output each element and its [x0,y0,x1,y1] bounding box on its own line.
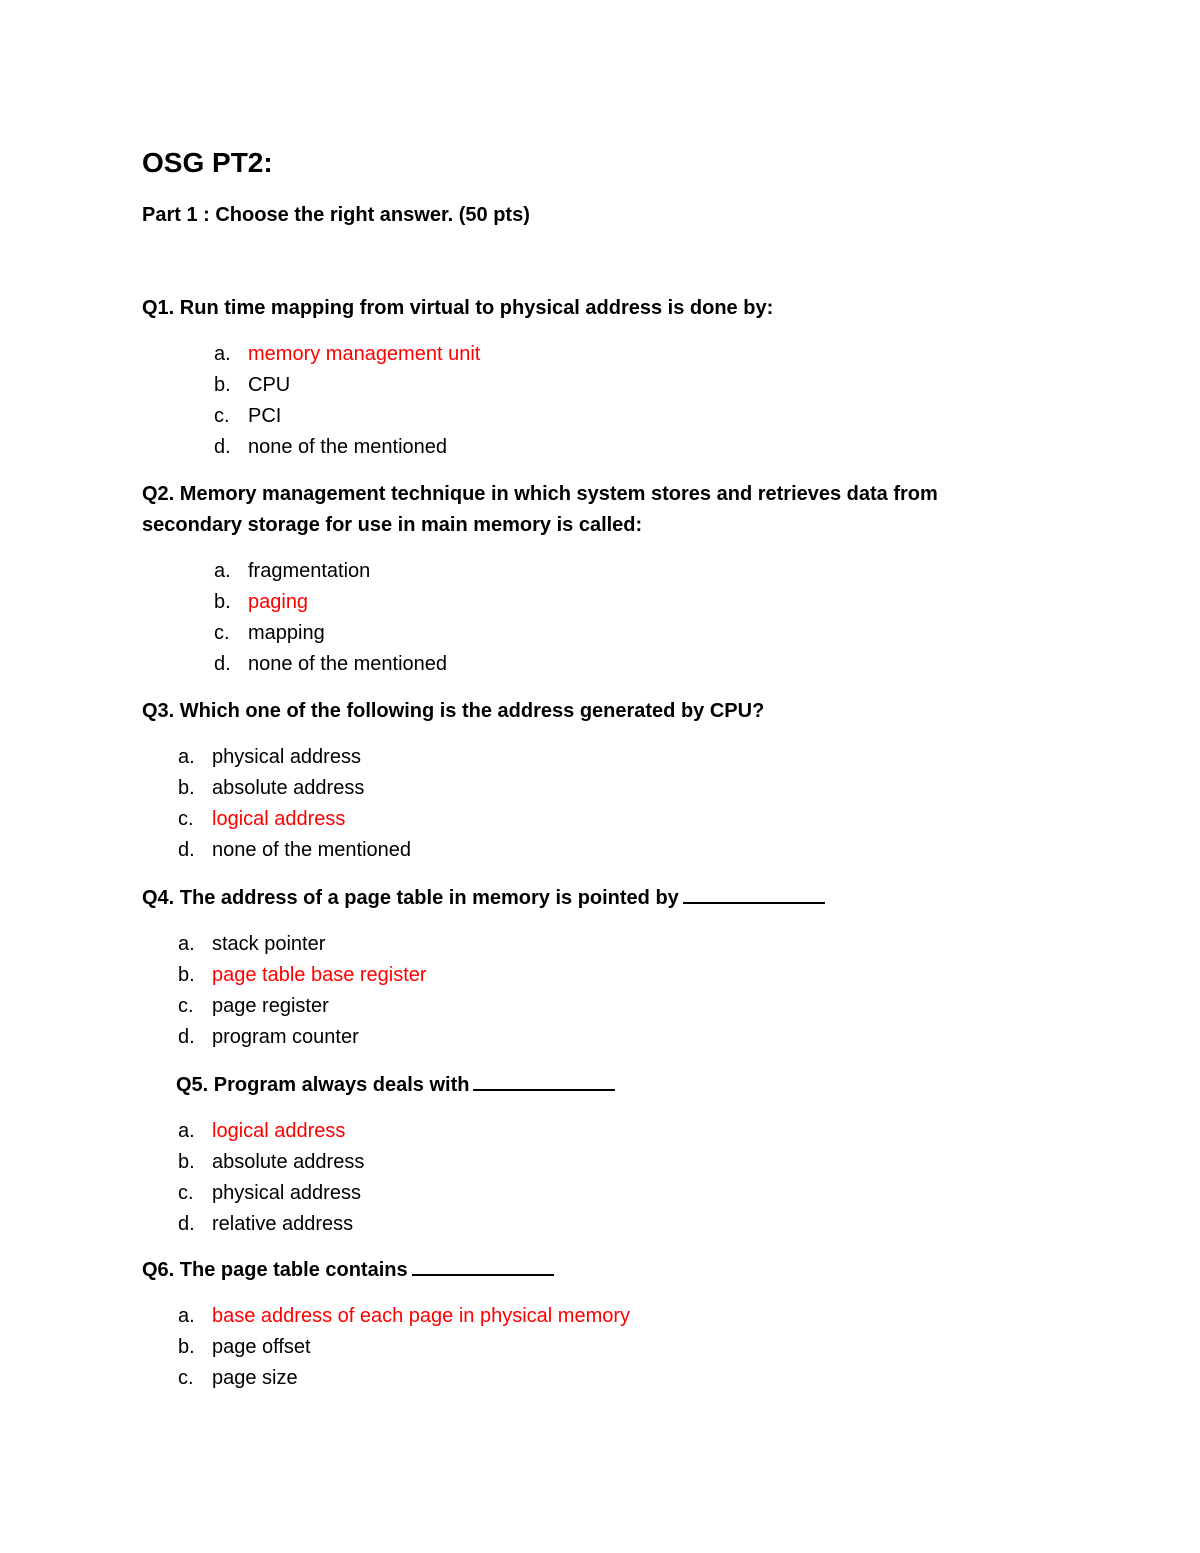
option [178,1209,1022,1240]
option [178,742,1022,773]
options-list [142,556,1022,680]
option [214,432,1022,463]
question-5 [142,1069,1022,1240]
option-letter: c. [178,808,194,830]
option-text: relative address [212,1213,354,1235]
question-text [142,1069,1022,1101]
option-letter: a. [214,343,231,365]
option-letter: b. [178,964,195,986]
answer-blank [473,1069,615,1091]
option-text: page table base register [212,964,427,986]
option [214,618,1022,649]
option-text: logical address [212,808,346,830]
option-text: stack pointer [212,933,326,955]
question-6 [142,1254,1022,1394]
option-text: absolute address [212,1151,365,1173]
question-4 [142,882,1022,1053]
option-text: CPU [248,374,291,396]
option-letter: b. [178,1151,195,1173]
option [178,835,1022,866]
option [178,1332,1022,1363]
option-letter: d. [214,653,231,675]
options-list [142,1301,1022,1394]
option-letter: a. [178,1305,195,1327]
question-text: Q2. Memory management technique in which system stores and retrieves data from secondary storage for use in main memory is called: [142,483,938,536]
document-title: OSG PT2: [142,147,273,178]
option-text: base address of each page in physical memory [212,1305,631,1327]
option-letter: d. [214,436,231,458]
question-text-content: Q4. The address of a page table in memory is pointed by [142,887,679,909]
option [214,401,1022,432]
option-text: page offset [212,1336,311,1358]
option-text: logical address [212,1120,346,1142]
question-text [142,882,1022,914]
question-text [142,1254,1022,1286]
option-text: PCI [248,405,282,427]
options-list [142,742,1022,866]
part-heading: Part 1 : Choose the right answer. (50 pts) [142,204,530,226]
option-letter: a. [178,933,195,955]
option [214,649,1022,680]
option-letter: c. [178,1367,194,1389]
option-letter: a. [178,746,195,768]
option [214,556,1022,587]
option-text: fragmentation [248,560,371,582]
option-text: mapping [248,622,325,644]
question-text: Q3. Which one of the following is the address generated by CPU? [142,700,765,722]
option [178,1178,1022,1209]
question-text: Q1. Run time mapping from virtual to physical address is done by: [142,297,774,319]
answer-blank [412,1254,554,1276]
option-text: absolute address [212,777,365,799]
question-1 [142,293,1022,463]
option-text: page register [212,995,329,1017]
option-letter: a. [178,1120,195,1142]
options-list [142,339,1022,463]
question-text-content: Q5. Program always deals with [176,1074,470,1096]
option-text: page size [212,1367,298,1389]
option-letter: d. [178,839,195,861]
option-text: program counter [212,1026,359,1048]
option-letter: b. [178,1336,195,1358]
option-text: memory management unit [248,343,481,365]
option-letter: c. [214,405,230,427]
options-list [142,1116,1022,1240]
option-correct [214,587,1022,618]
option-text: physical address [212,746,361,768]
option-letter: c. [178,1182,194,1204]
option-letter: a. [214,560,231,582]
option-letter: b. [214,591,231,613]
option [178,1022,1022,1053]
option-text: none of the mentioned [212,839,412,861]
option-correct [178,1301,1022,1332]
option-letter: b. [214,374,231,396]
options-list [142,929,1022,1053]
question-text-content: Q6. The page table contains [142,1259,408,1281]
option [178,1363,1022,1394]
option-letter: c. [214,622,230,644]
question-2 [142,479,1022,680]
option [178,1147,1022,1178]
option-text: physical address [212,1182,361,1204]
option-correct [178,804,1022,835]
answer-blank [683,882,825,904]
option-text: none of the mentioned [248,653,448,675]
option-letter: c. [178,995,194,1017]
option [178,773,1022,804]
option-letter: d. [178,1213,195,1235]
option [214,370,1022,401]
option-text: paging [248,591,309,613]
option [178,929,1022,960]
option-correct [178,960,1022,991]
option [178,991,1022,1022]
option-text: none of the mentioned [248,436,448,458]
question-3 [142,696,1022,866]
option-letter: b. [178,777,195,799]
option-letter: d. [178,1026,195,1048]
option-correct [214,339,1022,370]
option-correct [178,1116,1022,1147]
